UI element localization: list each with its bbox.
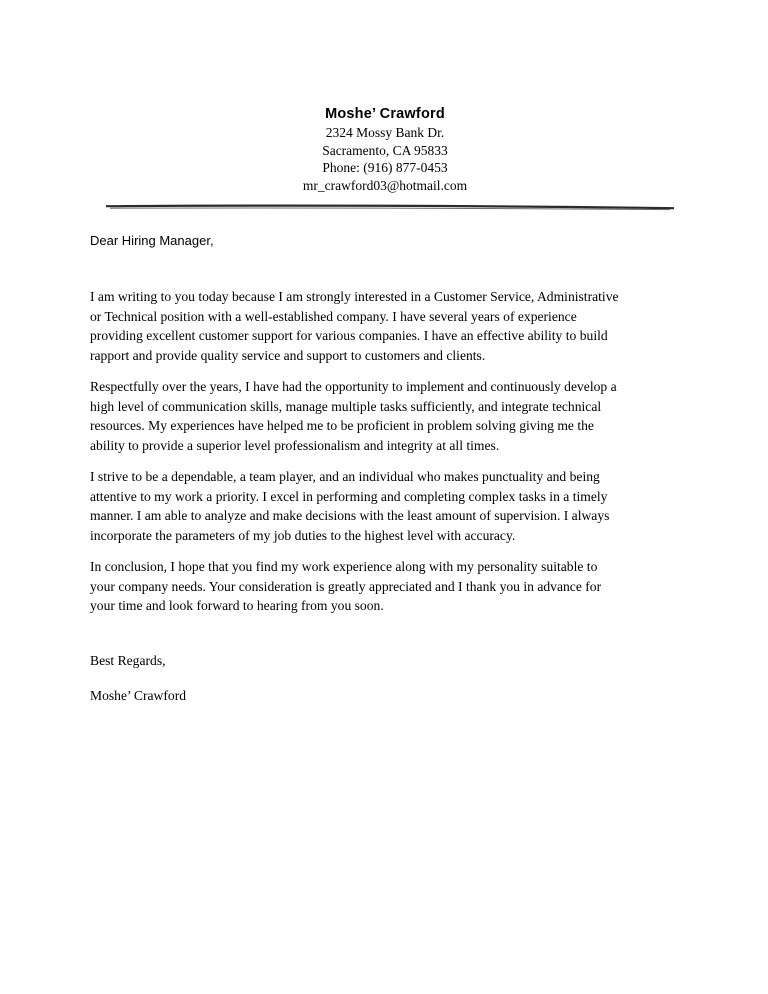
sender-phone: Phone: (916) 877-0453: [322, 160, 448, 175]
paragraph-line: your time and look forward to hearing from you soon.: [90, 598, 384, 613]
paragraph-line: I am writing to you today because I am strongly interested in a Customer Service, Administrative: [90, 289, 619, 304]
sender-email: mr_crawford03@hotmail.com: [302, 177, 468, 193]
paragraph-line: your company needs. Your consideration is greatly appreciated and I thank you in advance for: [90, 578, 602, 594]
sender-city: Sacramento, CA 95833: [322, 142, 448, 158]
paragraph-line: providing excellent customer support for various companies. I have an effective ability to build: [90, 328, 608, 343]
letterhead: [250, 104, 520, 194]
paragraph-line: or Technical position with a well-established company. I have several years of experience: [90, 308, 577, 324]
paragraph-line: I strive to be a dependable, a team player, and an individual who makes punctuality and being: [90, 469, 600, 484]
paragraph-line: resources. My experiences have helped me to be proficient in problem solving giving me the: [90, 418, 594, 433]
paragraph-line: ability to provide a superior level professionalism and integrity at all times.: [90, 437, 500, 453]
paragraph-line: incorporate the parameters of my job duties to the highest level with accuracy.: [90, 527, 516, 543]
letter-body: [90, 287, 680, 628]
sender-name: Moshe’ Crawford: [325, 106, 445, 122]
paragraph: [90, 377, 680, 455]
paragraph-line: Respectfully over the years, I have had the opportunity to implement and continuously develop a: [90, 379, 617, 394]
paragraph: [90, 287, 680, 365]
paragraph-line: In conclusion, I hope that you find my work experience along with my personality suitable to: [90, 559, 598, 574]
sender-street: 2324 Mossy Bank Dr.: [325, 125, 445, 140]
salutation: Dear Hiring Manager,: [90, 233, 214, 248]
closing: Best Regards,: [90, 653, 166, 668]
paragraph-line: high level of communication skills, manage multiple tasks sufficiently, and integrate technical: [90, 398, 602, 414]
paragraph-line: manner. I am able to analyze and make decisions with the least amount of supervision. I always: [90, 508, 610, 523]
paragraph-line: attentive to my work a priority. I excel in performing and completing complex tasks in a timely: [90, 488, 608, 504]
paragraph: [90, 467, 680, 545]
paragraph-line: rapport and provide quality service and support to customers and clients.: [90, 347, 486, 363]
signature-name: Moshe’ Crawford: [90, 688, 187, 703]
paragraph: [90, 557, 680, 616]
header-divider: [106, 202, 674, 212]
